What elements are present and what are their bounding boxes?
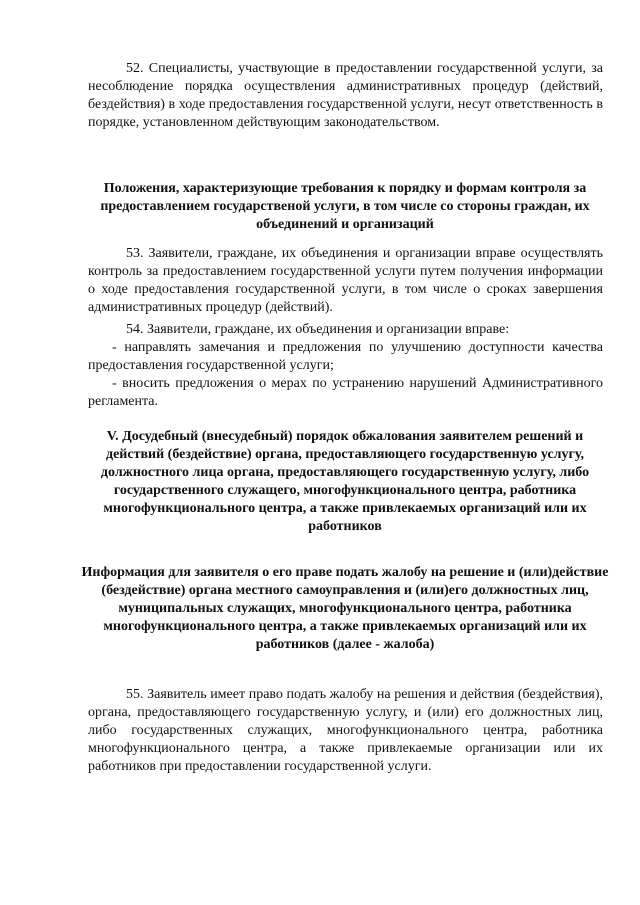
heading-text: Информация для заявителя о его праве подать жалобу на решение и (или)действие (бездействие) органа местного самоуправления и (или)его должностных лиц, муниципальных служащих, многофункционального центра, работника многофункционального центра, а также привлекаемых организаций или их работников (далее - жалоба) bbox=[81, 565, 609, 652]
paragraph-text: 53. Заявители, граждане, их объединения и организации вправе осуществлять контроль за предоставлением государственной услуги путем получения информации о ходе предоставления государственной услуги, в том числе о сроках завершения административных процедур (действий). bbox=[88, 246, 603, 315]
paragraph-54a bbox=[88, 339, 603, 375]
paragraph-text: 54. Заявители, граждане, их объединения и организации вправе: bbox=[126, 322, 510, 337]
paragraph-text: - вносить предложения о мерах по устранению нарушений Административного регламента. bbox=[88, 376, 603, 409]
paragraph-53 bbox=[88, 245, 603, 317]
paragraph-text: 52. Специалисты, участвующие в предоставлении государственной услуги, за несоблюдение порядка осуществления административных процедур (действий, бездействия) в ходе предоставления государственной услуги, несут ответственность в порядке, установленном действующим законодательством. bbox=[88, 61, 603, 130]
section-heading-v bbox=[80, 428, 610, 536]
section-heading-info bbox=[80, 564, 610, 654]
section-heading-control bbox=[80, 180, 610, 234]
paragraph-52 bbox=[88, 60, 603, 132]
heading-text: V. Досудебный (внесудебный) порядок обжалования заявителем решений и действий (бездействие) органа, предоставляющего государственную услугу, должностного лица органа, предоставляющего государственную услугу, либо государственного служащего, многофункционального центра, работника многофункционального центра, а также привлекаемых организаций или их работников bbox=[100, 429, 590, 534]
paragraph-54b bbox=[88, 375, 603, 411]
paragraph-text: 55. Заявитель имеет право подать жалобу на решения и действия (бездействия), органа, предоставляющего государственную услугу, и (или) его должностных лиц, либо государственных служащих, многофункционального центра, работника многофункционального центра, а также привлекаемые организации или их работников при предоставлении государственной услуги. bbox=[88, 687, 603, 774]
heading-text: Положения, характеризующие требования к порядку и формам контроля за предоставлением государственой услуги, в том числе со стороны граждан, их объединений и организаций bbox=[100, 181, 590, 232]
paragraph-text: - направлять замечания и предложения по улучшению доступности качества предоставления государственной услуги; bbox=[88, 340, 603, 373]
paragraph-54 bbox=[88, 321, 603, 339]
paragraph-55 bbox=[88, 686, 603, 776]
